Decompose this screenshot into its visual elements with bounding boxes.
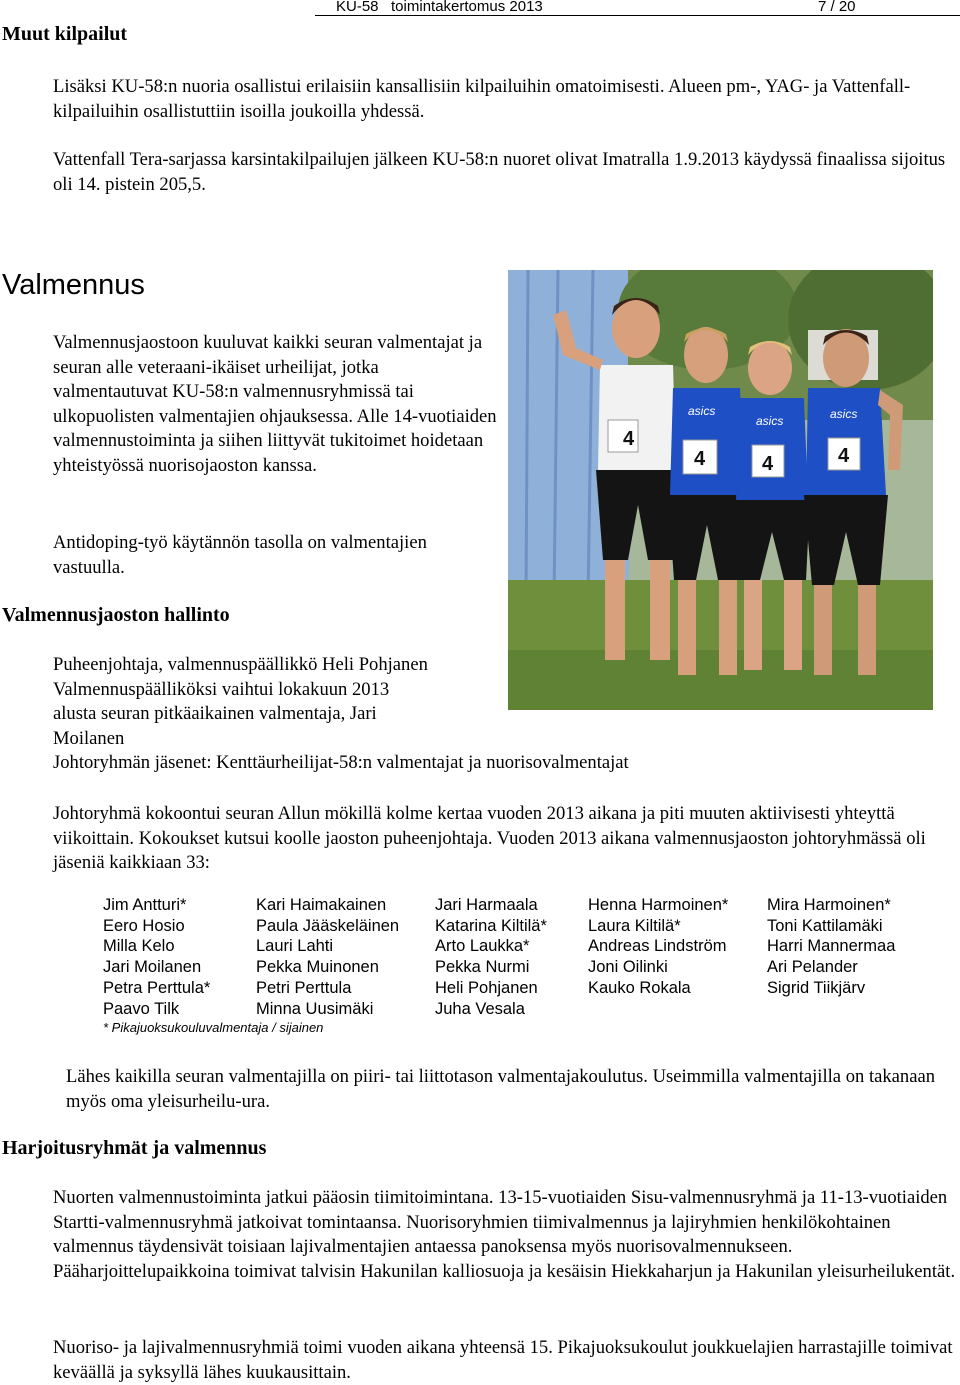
- member-name: Petri Perttula: [256, 978, 352, 997]
- document-title: KU-58 toimintakertomus 2013: [336, 0, 543, 15]
- bib-number-1: 4: [623, 428, 635, 450]
- member-name: Joni Oilinki: [588, 958, 668, 977]
- paragraph-antidoping: Antidoping-työ käytännön tasolla on valmentajien vastuulla.: [53, 532, 427, 578]
- member-name: Minna Uusimäki: [256, 999, 374, 1018]
- member-name: Henna Harmoinen*: [588, 896, 729, 914]
- hallinto-line: alusta seuran pitkäaikainen valmentaja, Jari: [53, 703, 377, 724]
- sponsor-logo-4: asics: [830, 407, 858, 421]
- member-name: Pekka Muinonen: [256, 958, 379, 977]
- member-name: Kauko Rokala: [588, 978, 691, 997]
- member-name: Juha Vesala: [435, 999, 525, 1018]
- header-rule: [315, 15, 960, 16]
- team-photo: [508, 270, 933, 710]
- member-name: Andreas Lindström: [588, 937, 727, 956]
- member-name: Harri Mannermaa: [767, 937, 896, 956]
- heading-harjoitusryhmat: Harjoitusryhmät ja valmennus: [2, 1137, 267, 1159]
- member-name: Jim Antturi*: [103, 896, 187, 914]
- heading-valmennusjaoston-hallinto: Valmennusjaoston hallinto: [2, 604, 230, 626]
- paragraph-muut-2: Vattenfall Tera-sarjassa karsintakilpailujen jälkeen KU-58:n nuoret olivat Imatralla 1.9.2013 käydyssä finaalissa sijoitus oli 14. pistein 205,5.: [53, 149, 946, 195]
- member-name: Heli Pohjanen: [435, 978, 538, 997]
- hallinto-line: Moilanen: [53, 727, 125, 749]
- paragraph-muut-1: Lisäksi KU-58:n nuoria osallistui erilaisiin kansallisiin kilpailuihin omatoimisesti. Alueen pm-, YAG- ja Vattenfall-kilpailuihin osallistuttiin isoilla joukoilla yhdessä.: [53, 76, 911, 122]
- bib-number-2: 4: [694, 448, 706, 470]
- hallinto-line: Johtoryhmän jäsenet: Kenttäurheilijat-58:n valmentajat ja nuorisovalmentajat: [53, 752, 629, 773]
- paragraph-kokoukset: Johtoryhmä kokoontui seuran Allun mökillä kolme kertaa vuoden 2013 aikana ja piti muuten aktiivisesti yhteyttä viikoittain. Kokoukset kutsui koolle jaoston puheenjohtaja. Vuoden 2013 aikana valmennusjaoston johtoryhmässä oli jäseniä kaikkiaan 33:: [53, 803, 926, 873]
- paragraph-valmennus-intro: Valmennusjaostoon kuuluvat kaikki seuran valmentajat ja seuran alle veteraani-ikäiset urheilijat, jotka valmentautuvat KU-58:n valmennusryhmissä tai ulkopuolisten valmentajien ohjauksessa. Alle 14-vuotiaiden valmennustoiminta ja siihen liittyvät tukitoimet hoidetaan yhteistyössä nuorisojaoston kanssa.: [53, 332, 497, 476]
- members-footnote: * Pikajuoksukouluvalmentaja / sijainen: [103, 1020, 324, 1035]
- sponsor-logo-2: asics: [688, 404, 716, 418]
- member-name: Katarina Kiltilä*: [435, 916, 547, 935]
- sponsor-logo-3: asics: [756, 414, 784, 428]
- member-name: Arto Laukka*: [435, 937, 530, 956]
- member-name: Kari Haimakainen: [256, 896, 387, 914]
- member-name: Lauri Lahti: [256, 937, 334, 956]
- paragraph-harjoitus-1: Nuorten valmennustoiminta jatkui pääosin tiimitoimintana. 13-15-vuotiaiden Sisu-valmennusryhmä ja 11-13-vuotiaiden Startti-valmennusryhmä jatkoivat tomintaansa. Nuorisoryhmien tiimivalmennus ja lajiryhmien henkilökohtainen valmennus täydensivät toisiaan lajivalmentajien antaessa panoksensa myös nuorisovalmennukseen. Pääharjoittelupaikkoina toimivat talvisin Hakunilan kalliosuoja ja kesäisin Hiekkaharjun ja Hakunilan yleisurheilukentät.: [53, 1187, 956, 1282]
- bib-number-3: 4: [762, 453, 774, 475]
- member-name: Petra Perttula*: [103, 978, 211, 997]
- member-name: Laura Kiltilä*: [588, 916, 681, 935]
- heading-valmennus: Valmennus: [2, 269, 145, 301]
- bib-number-4: 4: [838, 445, 850, 467]
- member-name: Milla Kelo: [103, 937, 175, 956]
- member-name: Mira Harmoinen*: [767, 896, 891, 914]
- member-name: Jari Harmaala: [435, 896, 538, 914]
- member-name: Jari Moilanen: [103, 958, 202, 977]
- member-name: Sigrid Tiikjärv: [767, 978, 866, 997]
- hallinto-lines: [53, 653, 753, 776]
- member-name: Ari Pelander: [767, 958, 858, 977]
- paragraph-harjoitus-2: Nuoriso- ja lajivalmennusryhmiä toimi vuoden aikana yhteensä 15. Pikajuoksukoulut joukkuelajien harrastajille toimivat keväällä ja syksyllä lähes kuukausittain.: [53, 1337, 953, 1383]
- paragraph-koulutus: Lähes kaikilla seuran valmentajilla on piiri- tai liittotason valmentajakoulutus. Useimmilla valmentajilla on takanaan myös oma yleisurheilu-ura.: [66, 1066, 936, 1112]
- member-name: Paula Jääskeläinen: [256, 916, 400, 935]
- heading-muut-kilpailut: Muut kilpailut: [2, 23, 128, 45]
- member-name: Pekka Nurmi: [435, 958, 530, 977]
- hallinto-line: Valmennuspäälliköksi vaihtui lokakuun 2013: [53, 678, 390, 700]
- hallinto-line: Puheenjohtaja, valmennuspäällikkö Heli Pohjanen: [53, 654, 428, 675]
- member-name: Toni Kattilamäki: [767, 916, 883, 935]
- member-name: Eero Hosio: [103, 916, 185, 935]
- member-name: Paavo Tilk: [103, 999, 180, 1018]
- page-number: 7 / 20: [818, 0, 856, 15]
